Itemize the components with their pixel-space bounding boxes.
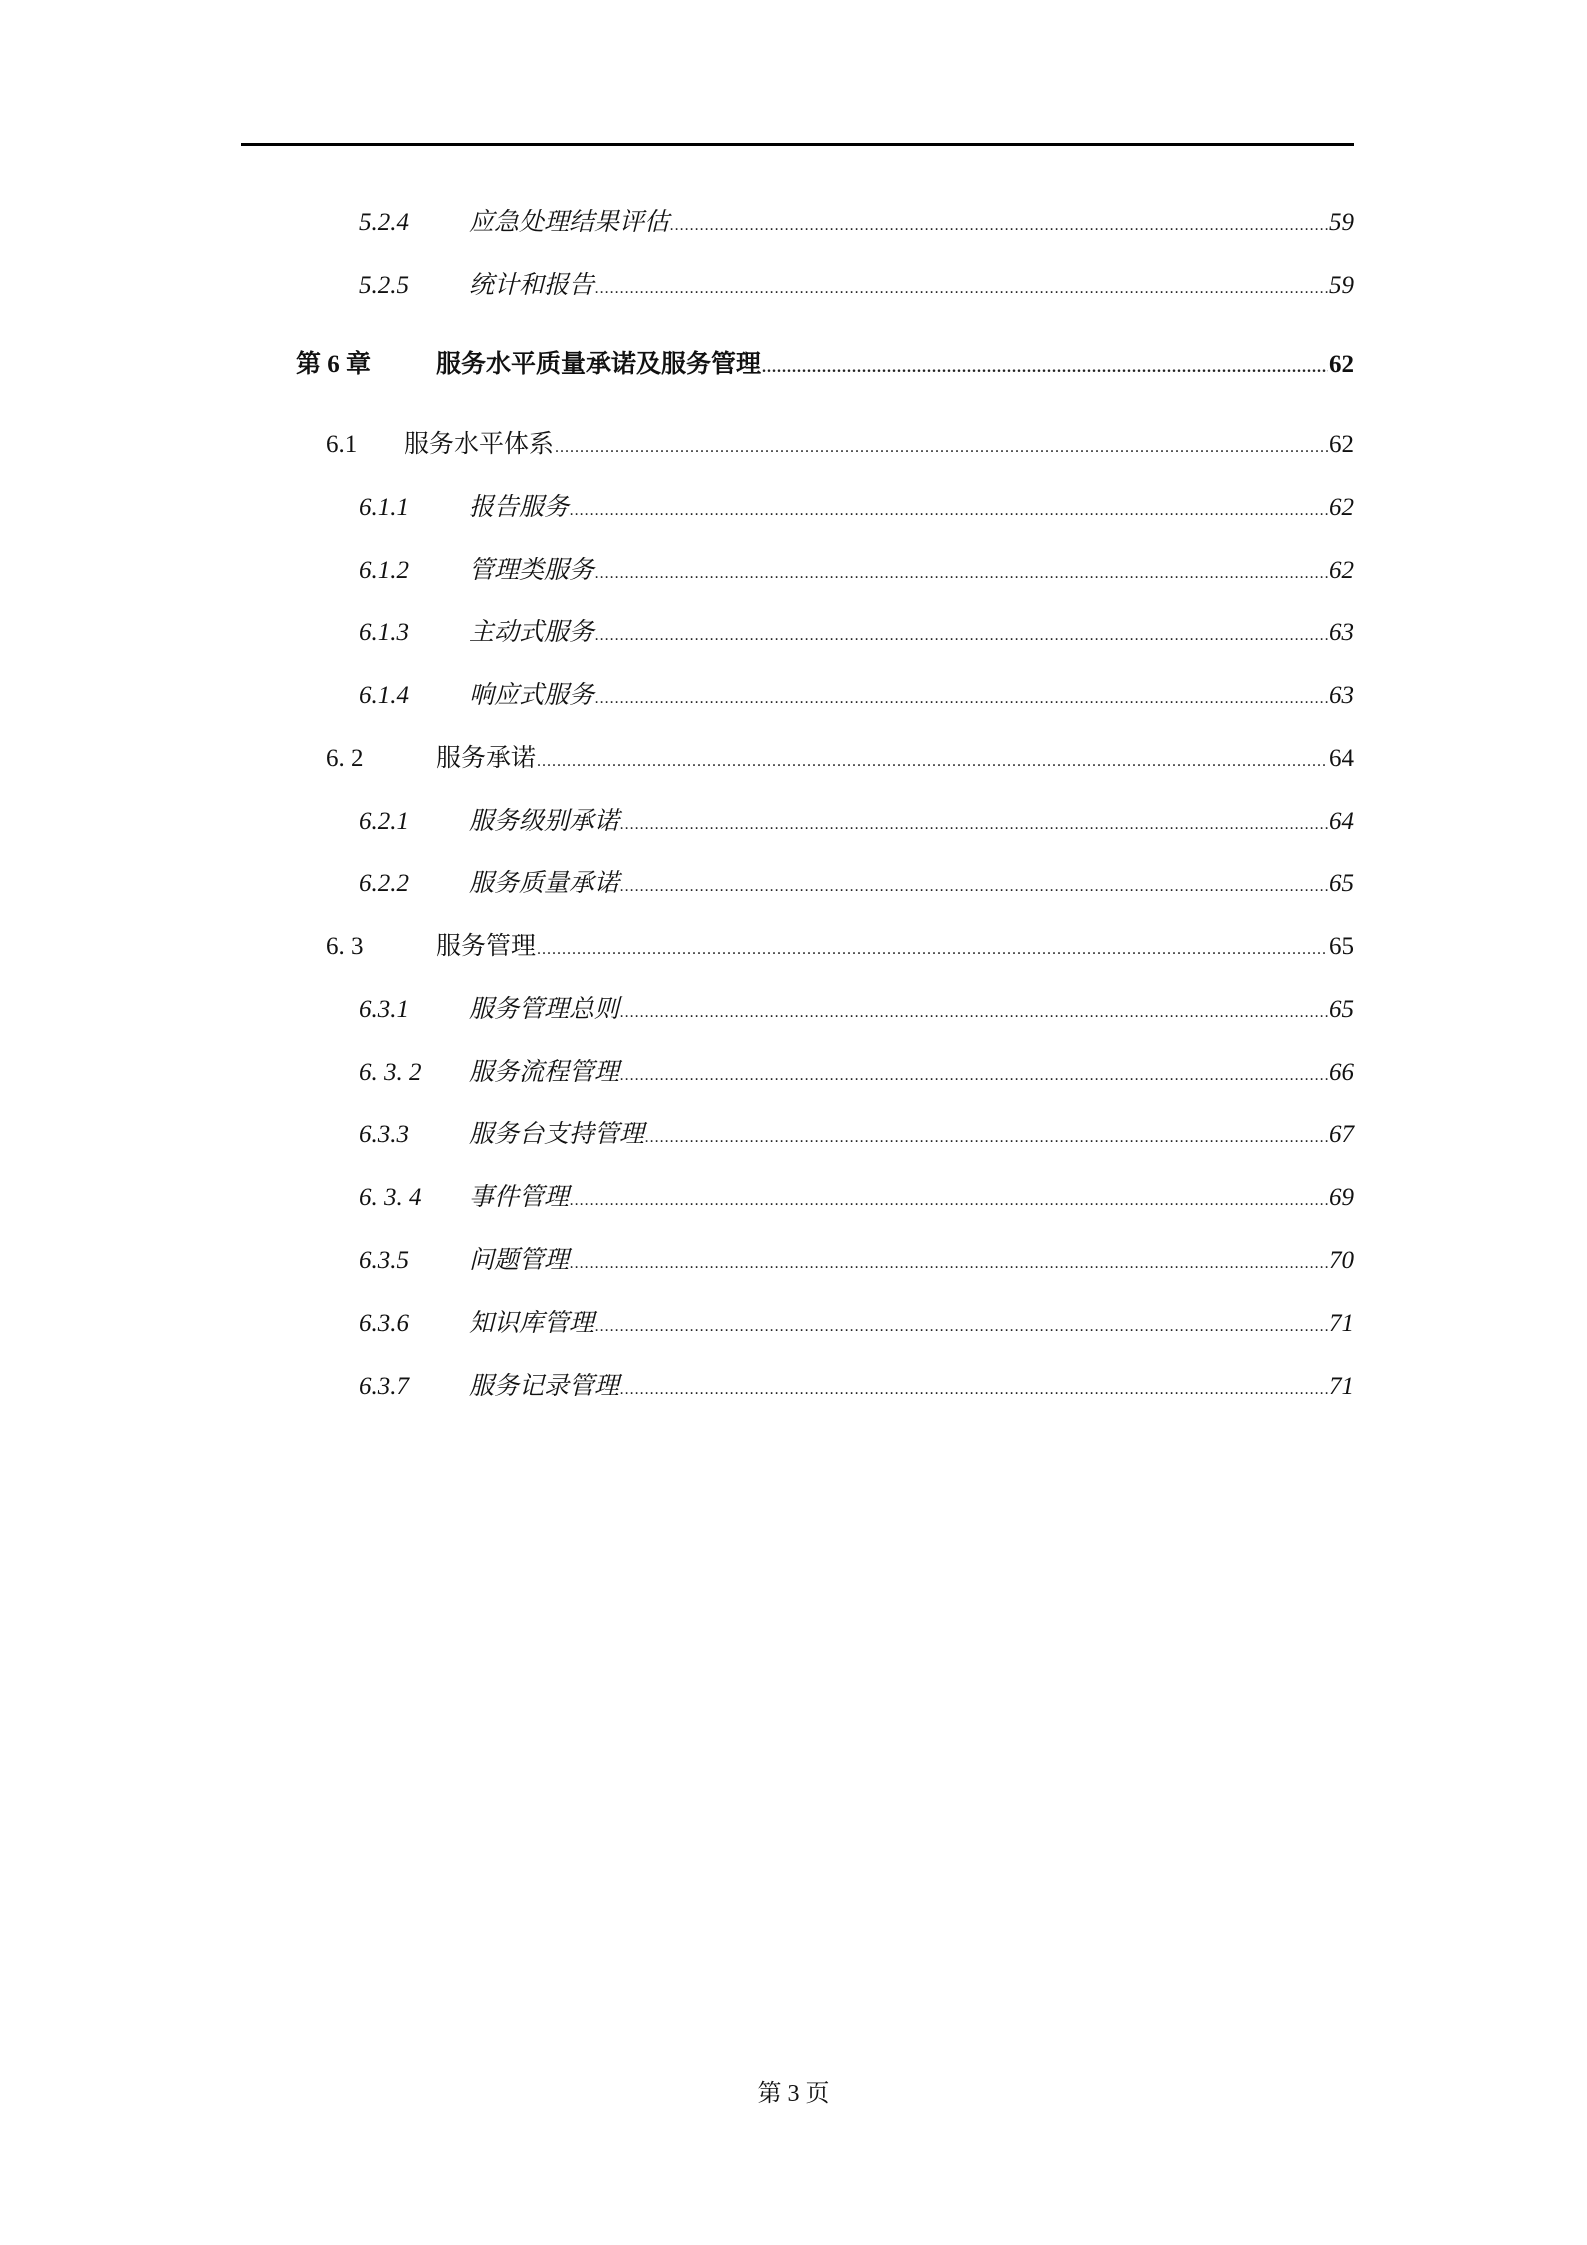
toc-entry-6-3[interactable] [326,932,1354,965]
dot-leader [570,1246,1328,1279]
toc-page: 63 [1329,619,1354,646]
toc-entry-6-3-6[interactable] [359,1309,1354,1342]
toc-number: 5.2.4 [359,209,409,236]
toc-entry-5-2-4[interactable] [359,208,1354,241]
toc-number: 6.3.5 [359,1247,409,1274]
toc-number: 6.1.4 [359,682,409,709]
page-number-footer: 第 3 页 [757,2081,830,2107]
toc-number: 6.2.1 [359,808,409,835]
dot-leader [620,869,1328,902]
dot-leader [570,493,1328,526]
header-rule [241,143,1354,146]
dot-leader [620,995,1328,1028]
toc-page: 71 [1329,1373,1354,1400]
dot-leader [620,807,1328,840]
toc-page: 69 [1329,1184,1354,1211]
toc-number: 6. 3. 2 [359,1059,422,1086]
toc-entry-6-1-4[interactable] [359,681,1354,714]
toc-title: 服务台支持管理 [469,1121,645,1148]
toc-title: 服务水平质量承诺及服务管理 [436,351,762,378]
dot-leader [570,1183,1328,1216]
toc-title: 服务管理总则 [469,996,620,1023]
toc-page: 62 [1329,351,1354,378]
toc-number: 6. 2 [326,745,364,772]
toc-page: 65 [1329,996,1354,1023]
toc-number: 6.2.2 [359,870,409,897]
dot-leader [645,1120,1328,1153]
toc-title: 响应式服务 [469,682,595,709]
toc-entry-6-2[interactable] [326,744,1354,777]
toc-number: 6.1.1 [359,494,409,521]
toc-number: 6.1.3 [359,619,409,646]
toc-entry-5-2-5[interactable] [359,271,1354,304]
toc-title: 知识库管理 [469,1310,595,1337]
dot-leader [595,681,1328,714]
dot-leader [595,618,1328,651]
dot-leader [595,556,1328,589]
toc-number: 6.3.6 [359,1310,409,1337]
toc-entry-6-3-4[interactable] [359,1183,1354,1216]
toc-entry-6-3-3[interactable] [359,1120,1354,1153]
toc-entry-6-1-2[interactable] [359,556,1354,589]
toc-page: 64 [1329,745,1354,772]
toc-number: 5.2.5 [359,272,409,299]
toc-page: 65 [1329,870,1354,897]
toc-entry-6-2-1[interactable] [359,807,1354,840]
toc-entry-6-3-2[interactable] [359,1058,1354,1091]
toc-number: 6.1.2 [359,557,409,584]
toc-title: 服务质量承诺 [469,870,620,897]
toc-entry-6-1[interactable] [326,430,1354,463]
dot-leader [537,932,1328,965]
toc-page: 63 [1329,682,1354,709]
toc-title: 问题管理 [469,1247,570,1274]
toc-number: 6.3.1 [359,996,409,1023]
toc-page: 66 [1329,1059,1354,1086]
dot-leader [555,430,1328,463]
dot-leader [620,1372,1328,1405]
toc-entry-6-2-2[interactable] [359,869,1354,902]
toc-number: 6.3.7 [359,1373,409,1400]
toc-title: 应急处理结果评估 [469,209,670,236]
dot-leader [762,350,1328,383]
toc-page: 62 [1329,431,1354,458]
toc-page: 70 [1329,1247,1354,1274]
toc-number: 6.1 [326,431,358,458]
toc-page: 65 [1329,933,1354,960]
toc-number: 第 6 章 [296,351,372,378]
toc-title: 服务记录管理 [469,1373,620,1400]
toc-page: 62 [1329,494,1354,521]
toc-entry-6-3-1[interactable] [359,995,1354,1028]
toc-title: 服务流程管理 [469,1059,620,1086]
toc-title: 报告服务 [469,494,570,521]
toc-page: 59 [1329,272,1354,299]
toc-page: 64 [1329,808,1354,835]
toc-page: 67 [1329,1121,1354,1148]
toc-title: 管理类服务 [469,557,595,584]
toc-entry-6-1-3[interactable] [359,618,1354,651]
toc-entry-6-1-1[interactable] [359,493,1354,526]
dot-leader [595,271,1328,304]
toc-title: 服务承诺 [436,745,537,772]
toc-title: 服务管理 [436,933,537,960]
dot-leader [670,208,1328,241]
toc-number: 6. 3. 4 [359,1184,422,1211]
toc-title: 服务水平体系 [404,431,555,458]
toc-page: 71 [1329,1310,1354,1337]
dot-leader [595,1309,1328,1342]
dot-leader [537,744,1328,777]
toc-title: 统计和报告 [469,272,595,299]
toc-entry-6-3-7[interactable] [359,1372,1354,1405]
toc-number: 6.3.3 [359,1121,409,1148]
toc-title: 事件管理 [469,1184,570,1211]
toc-title: 服务级别承诺 [469,808,620,835]
toc-entry-chapter-6[interactable] [296,350,1354,383]
toc-entry-6-3-5[interactable] [359,1246,1354,1279]
toc-number: 6. 3 [326,933,364,960]
dot-leader [620,1058,1328,1091]
toc-page: 62 [1329,557,1354,584]
toc-page: 59 [1329,209,1354,236]
toc-title: 主动式服务 [469,619,595,646]
